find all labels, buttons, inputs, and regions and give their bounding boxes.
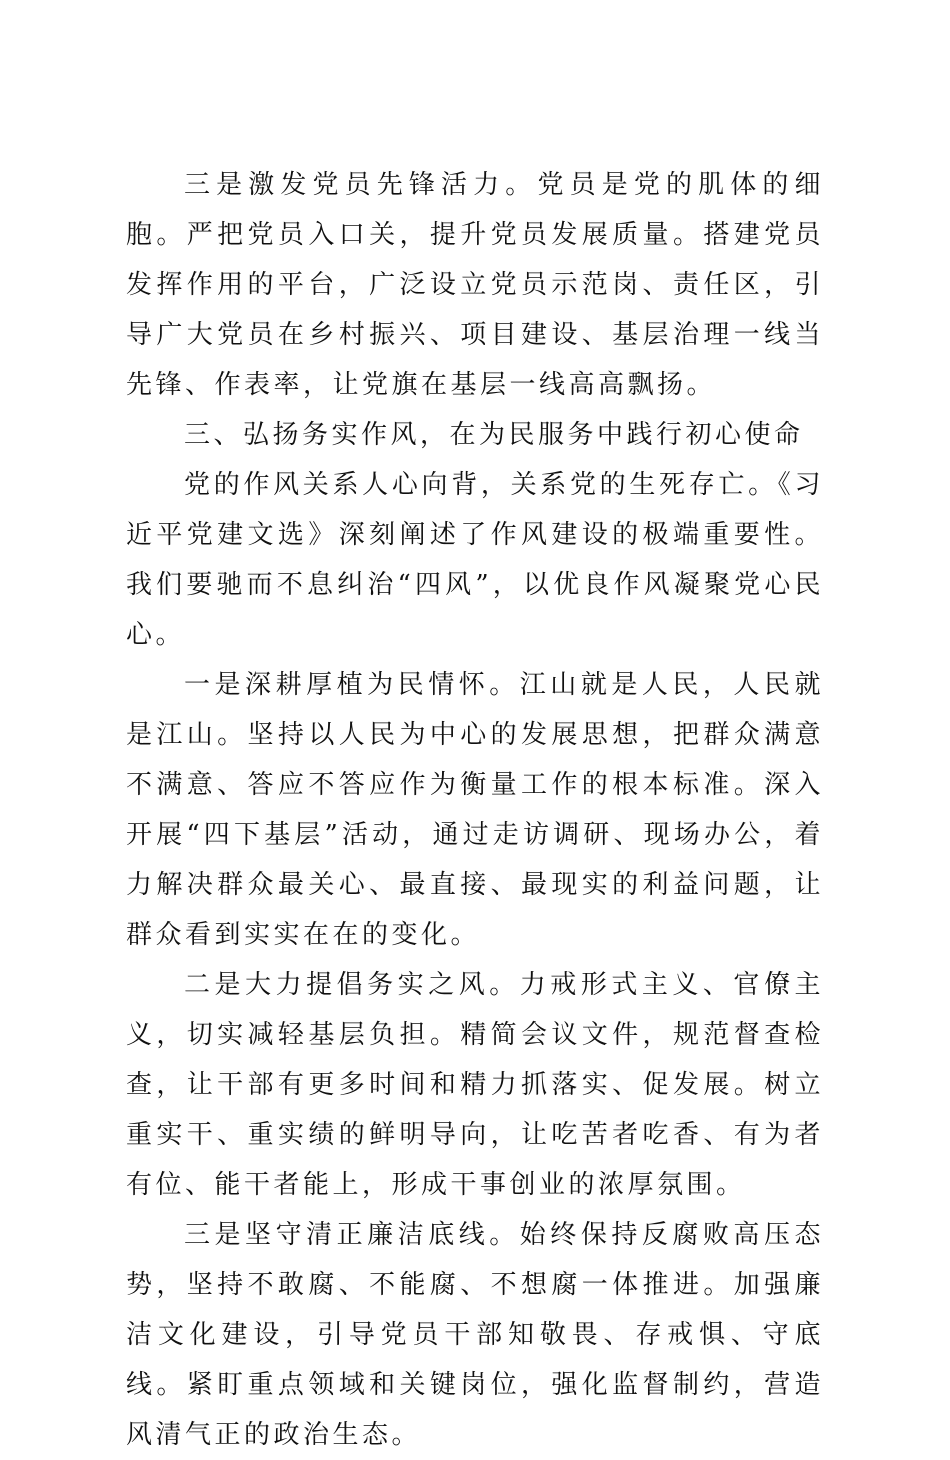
paragraph-people-centered: 一是深耕厚植为民情怀。江山就是人民，人民就是江山。坚持以人民为中心的发展思想，把群众满意不满意、答应不答应作为衡量工作的根本标准。深入开展“四下基层”活动，通过走访调研、现场办公，着力解决群众最关心、最直接、最现实的利益问题，让群众看到实实在在的变化。: [126, 670, 824, 950]
paragraph-party-member-vitality: 三是激发党员先锋活力。党员是党的肌体的细胞。严把党员入口关，提升党员发展质量。搭建党员发挥作用的平台，广泛设立党员示范岗、责任区，引导广大党员在乡村振兴、项目建设、基层治理一线当先锋、作表率，让党旗在基层一线高高飘扬。: [126, 170, 824, 400]
paragraph-work-style-intro: 党的作风关系人心向背，关系党的生死存亡。《习近平党建文选》深刻阐述了作风建设的极端重要性。我们要驰而不息纠治“四风”，以优良作风凝聚党心民心。: [126, 470, 824, 650]
document-body: [126, 160, 824, 1460]
paragraph-pragmatic-style: 二是大力提倡务实之风。力戒形式主义、官僚主义，切实减轻基层负担。精简会议文件，规范督查检查，让干部有更多时间和精力抓落实、促发展。树立重实干、重实绩的鲜明导向，让吃苦者吃香、有为者有位、能干者能上，形成干事创业的浓厚氛围。: [126, 970, 824, 1200]
paragraph-integrity: 三是坚守清正廉洁底线。始终保持反腐败高压态势，坚持不敢腐、不能腐、不想腐一体推进。加强廉洁文化建设，引导党员干部知敬畏、存戒惧、守底线。紧盯重点领域和关键岗位，强化监督制约，营造风清气正的政治生态。: [126, 1220, 824, 1450]
section-heading-3: 三、弘扬务实作风，在为民服务中践行初心使命: [184, 420, 804, 450]
